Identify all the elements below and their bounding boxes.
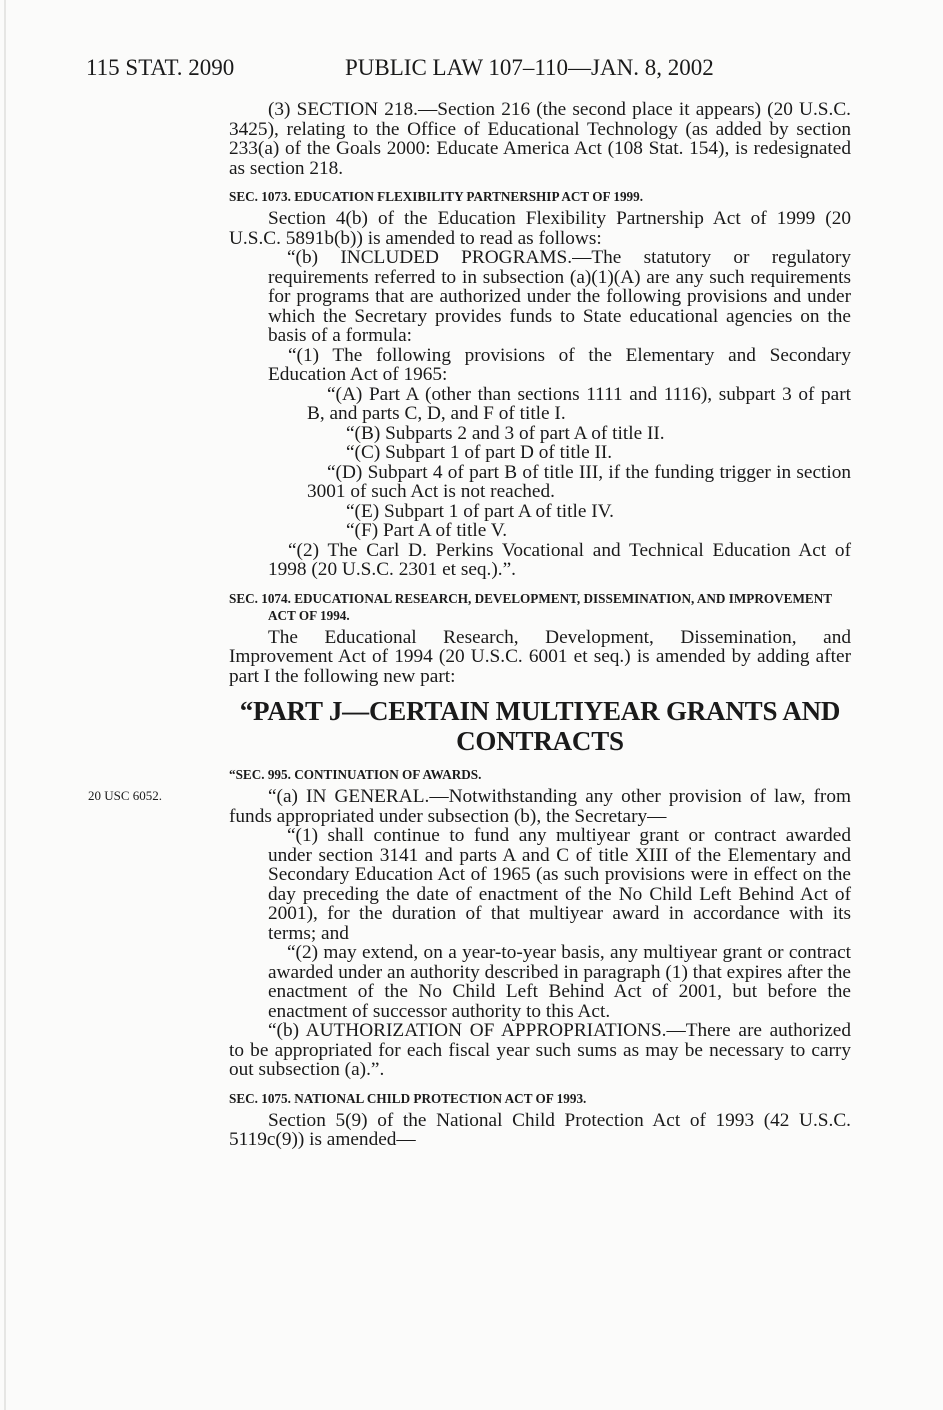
page-edge	[4, 0, 6, 1410]
paragraph: “(2) may extend, on a year-to-year basis, any multiyear grant or contract awarded under an authority described in paragraph (1) that expires after the enactment of the No Child Left Behind Act of 2001, but before the enactment of successor authority to this Act.	[268, 942, 851, 1022]
paragraph: “(E) Subpart 1 of part A of title IV.	[346, 500, 614, 522]
stat-citation: 115 STAT. 2090	[86, 55, 235, 80]
section-heading-1075: SEC. 1075. NATIONAL CHILD PROTECTION ACT OF 1993.	[229, 1090, 587, 1106]
paragraph: The Educational Research, Development, Dissemination, and Improvement Act of 1994 (20 U.S.C. 6001 et seq.) is amended by adding after part I the following new part:	[229, 626, 851, 687]
section-heading-995: “SEC. 995. CONTINUATION OF AWARDS.	[229, 767, 482, 782]
paragraph: “(2) The Carl D. Perkins Vocational and Technical Education Act of 1998 (20 U.S.C. 2301 et seq.).”.	[268, 539, 851, 580]
paragraph: Section 5(9) of the National Child Protection Act of 1993 (42 U.S.C. 5119c(9)) is amended—	[229, 1109, 851, 1150]
margin-citation: 20 USC 6052.	[88, 788, 163, 803]
document-body	[229, 100, 851, 1150]
paragraph: “(A) Part A (other than sections 1111 and 1116), subpart 3 of part B, and parts C, D, and F of title I.	[307, 383, 851, 424]
part-title: “PART J—CERTAIN MULTIYEAR GRANTS AND CONTRACTS	[239, 696, 841, 756]
paragraph: “(B) Subparts 2 and 3 of part A of title II.	[346, 422, 665, 444]
paragraph: “(D) Subpart 4 of part B of title III, if the funding trigger in section 3001 of such Act is not reached.	[307, 461, 851, 502]
paragraph-included-programs: “(b) INCLUDED PROGRAMS.—The statutory or regulatory requirements referred to in subsection (a)(1)(A) are any such requirements for programs that are authorized under the following provisions and under which the Secretary provides funds to State educational agencies on the basis of a formula:	[268, 247, 851, 346]
section-heading-1074: SEC. 1074. EDUCATIONAL RESEARCH, DEVELOPMENT, DISSEMINATION, AND IMPROVEMENT ACT OF 1994.	[229, 590, 832, 623]
page-header	[0, 55, 943, 85]
section-heading-1073: SEC. 1073. EDUCATION FLEXIBILITY PARTNERSHIP ACT OF 1999.	[229, 189, 644, 204]
paragraph: “(1) The following provisions of the Elementary and Secondary Education Act of 1965:	[268, 344, 851, 385]
paragraph-in-general: “(a) IN GENERAL.—Notwithstanding any other provision of law, from funds appropriated under subsection (b), the Secretary—	[229, 786, 851, 827]
paragraph: “(1) shall continue to fund any multiyear grant or contract awarded under section 3141 and parts A and C of title XIII of the Elementary and Secondary Education Act of 1965 (as such provisions were in effect on the day preceding the date of enactment of the No Child Left Behind Act of 2001), for the duration of that multiyear award in accordance with its terms; and	[268, 825, 851, 944]
paragraph-authorization: “(b) AUTHORIZATION OF APPROPRIATIONS.—There are authorized to be appropriated for each fiscal year such sums as may be necessary to carry out subsection (a).”.	[229, 1020, 851, 1080]
paragraph: “(C) Subpart 1 of part D of title II.	[346, 442, 613, 463]
paragraph: Section 4(b) of the Education Flexibility Partnership Act of 1999 (20 U.S.C. 5891b(b)) is amended to read as follows:	[229, 208, 851, 249]
paragraph-section-218: (3) SECTION 218.—Section 216 (the second place it appears) (20 U.S.C. 3425), relating to the Office of Educational Technology (as added by section 233(a) of the Goals 2000: Educate America Act (108 Stat. 154), is redesignated as section 218.	[229, 99, 851, 179]
paragraph: “(F) Part A of title V.	[346, 520, 508, 541]
public-law-title: PUBLIC LAW 107–110—JAN. 8, 2002	[345, 55, 714, 80]
